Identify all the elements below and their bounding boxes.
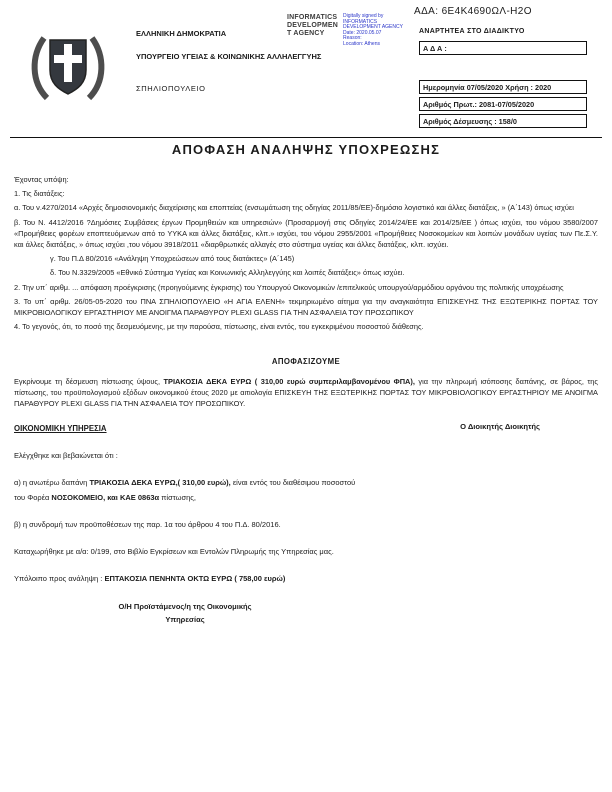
audit-item-a: α) η ανωτέρω δαπάνη ΤΡΙΑΚΟΣΙΑ ΔΕΚΑ ΕΥΡΩ,( 310,00 ευρώ), είναι εντός του διαθέσιμου ποσοστού του Φορέα ΝΟΣΟΚΟΜΕΙΟ, και ΚΑΕ 0863α πίστωσης,	[14, 478, 356, 503]
organization-name: ΣΠΗΛΙΟΠΟΥΛΕΙΟ	[136, 84, 206, 93]
legal-considerations-item: 1. Τις διατάξεις:	[14, 189, 65, 199]
considerations-intro: Έχοντας υπόψη:	[14, 175, 69, 184]
header-divider	[10, 137, 602, 138]
legal-considerations-item: δ. Του Ν.3329/2005 «Εθνικό Σύστημα Υγείας και Κοινωνικής Αλληλεγγύης και λοιπές διατάξεις» όπως ισχύει.	[50, 268, 405, 278]
decision-heading: ΑΠΟΦΑΣΙΖΟΥΜΕ	[271, 357, 341, 367]
ada-code-top: ΑΔΑ: 6Ε4Κ4690ΩΛ-Η2Ο	[414, 6, 532, 17]
financial-service-column	[14, 421, 356, 626]
decision-paragraph	[14, 376, 598, 410]
legal-considerations-item: α. Του ν.4270/2014 «Αρχές δημοσιονομικής διαχείρισης και εποπτείας (ενσωμάτωση της οδηγίας 2011/85/ΕΕ)-δημόσιο λογιστικό και άλλες διατάξεις, » (Α΄143) όπως ισχύει	[14, 203, 574, 213]
ministry-title: ΥΠΟΥΡΓΕΙΟ ΥΓΕΙΑΣ & ΚΟΙΝΩΝΙΚΗΣ ΑΛΛΗΛΕΓΓΥΗΣ	[136, 52, 322, 61]
audit-item-b: β) η συνδρομή των προϋποθέσεων της παρ. 1α του άρθρου 4 του Π.Δ. 80/2016.	[14, 520, 281, 530]
legal-considerations-item: 2. Την υπ΄ αριθμ. ... απόφαση προέγκρισης (προηγούμενης έγκρισης) του Υπουργού Οικονομικών /επιτελικούς υπουργού/αρμόδιου οργάνου της πολιτικής υποχρέωσης	[14, 282, 564, 292]
balance-note	[14, 571, 356, 586]
audit-entity: ΝΟΣΟΚΟΜΕΙΟ, και ΚΑΕ 0863α	[51, 493, 160, 503]
commitment-number-box: Αριθμός Δέσμευσης : 158/0	[419, 114, 587, 128]
signature-details: Digitally signed by INFORMATICS DEVELOPMENT AGENCY Date: 2020.05.07 Reason: Location: Athens	[343, 13, 403, 47]
posted-on-internet-label: ΑΝΑΡΤΗΤΕΑ ΣΤΟ ΔΙΑΔΙΚΤΥΟ	[419, 28, 525, 35]
page-title: ΑΠΟΦΑΣΗ ΑΝΑΛΗΨΗΣ ΥΠΟΧΡΕΩΣΗΣ	[171, 142, 441, 157]
ada-box: Α Δ Α :	[419, 41, 587, 55]
balance-label: Υπόλοιπο προς ανάληψη :	[14, 574, 105, 584]
director-signature-label: Ο Διοικητής Διοικητής	[460, 422, 540, 432]
decision-text-pre: Εγκρίνουμε τη δέσμευση πίστωσης ύψους,	[14, 376, 164, 386]
republic-title: ΕΛΛΗΝΙΚΗ ΔΗΜΟΚΡΑΤΙΑ	[136, 29, 227, 38]
protocol-number-box: Αριθμός Πρωτ.: 2081-07/05/2020	[419, 97, 587, 111]
financial-section	[14, 421, 598, 626]
signature-agency-name: INFORMATICS DEVELOPMEN T AGENCY	[287, 14, 339, 37]
finance-officer-signature: Ο/Η Προϊστάμενος/η της Οικονομικής Υπηρεσίας	[118, 602, 252, 625]
balance-amount: ΕΠΤΑΚΟΣΙΑ ΠΕΝΗΝΤΑ ΟΚΤΩ ΕΥΡΩ ( 758,00 ευρώ)	[104, 574, 286, 584]
registration-note: Καταχωρήθηκε με α/α: 0/199, στο Βιβλίο Εγκρίσεων και Εντολών Πληρωμής της Υπηρεσίας μας.	[14, 547, 334, 557]
document-body	[14, 174, 598, 626]
legal-considerations-item: β. Του Ν. 4412/2016 ?Δημόσιες Συμβάσεις έργων Προμηθειών και υπηρεσιών» (Προσαρμογή στις Οδηγίες 2014/24/ΕΕ και 2014/25/ΕΕ ) όπως ισχύει, του νόμου 3580/2007 «Προμήθειες φορέων εποπτευόμενων από το ΥΥΚΑ και άλλες διατάξεις, κλπ.» ισχύει, του νόμου 2955/2001 «Προμήθειες Νοσοκομείων και λοιπών μονάδων υγείας των Πε.Σ.Υ. και άλλες διατάξεις, » όπως ισχύει ,του νόμου 3918/2011 «διαρθρωτικές αλλαγές στο σύστημα υγείας και άλλες διατάξεις, κλπ. ισχύει.	[14, 217, 598, 250]
legal-considerations-item: 4. Το γεγονός, ότι, το ποσό της δεσμευόμενης, με την παρούσα, πίστωσης, είναι εντός, του εγκεκριμένου ποσοστού διάθεσης.	[14, 322, 424, 332]
decision-amount: ΤΡΙΑΚΟΣΙΑ ΔΕΚΑ ΕΥΡΩ ( 310,00 ευρώ συμπεριλαμβανομένου ΦΠΑ),	[163, 376, 415, 386]
financial-service-heading: ΟΙΚΟΝΟΜΙΚΗ ΥΠΗΡΕΣΙΑ	[14, 424, 107, 434]
digital-signature-stamp	[287, 14, 413, 48]
decision-text-post: για την πληρωμή ισόποσης δαπάνης, σε βάρος, της πίστωσης, του προϋπολογισμού εξόδων οικονομικού έτους 2020 με αιτιολογία ΕΠΙΣΚΕΥΗ ΤΗΣ ΕΞΩΤΕΡΙΚΗΣ ΠΟΡΤΑΣ ΤΟΥ ΜΙΚΡΟΒΙΟΛΟΓΙΚΟΥ ΕΡΓΑΣΤΗΡΙΟΥ ΜΕ ΑΝΟΙΓΜΑ ΠΑΡΑΘΥΡΟΥ PLEXI GLASS ΓΙΑ ΤΗΝ ΑΣΦΑΛΕΙΑ ΤΟΥ ΠΡΟΣΩΠΙΚΟΥ.	[14, 376, 598, 409]
audit-intro: Ελέγχθηκε και βεβαιώνεται ότι :	[14, 451, 118, 461]
coat-of-arms-icon	[28, 32, 108, 104]
audit-amount: ΤΡΙΑΚΟΣΙΑ ΔΕΚΑ ΕΥΡΩ,( 310,00 ευρώ),	[89, 478, 231, 488]
legal-considerations-item: 3. Το υπ΄ αριθμ. 26/05-05-2020 του ΠΝΑ ΣΠΗΛΙΟΠΟΥΛΕΙΟ «Η ΑΓΙΑ ΕΛΕΝΗ» τεκμηριωμένο αίτημα για την αναγκαιότητα ΕΠΙΣΚΕΥΗΣ ΤΗΣ ΕΞΩΤΕΡΙΚΗΣ ΠΟΡΤΑΣ ΤΟΥ ΜΙΚΡΟΒΙΟΛΟΓΙΚΟΥ ΕΡΓΑΣΤΗΡΙΟΥ ΜΕ ΑΝΟΙΓΜΑ ΠΑΡΑΘΥΡΟΥ PLEXI GLASS ΓΙΑ ΤΗΝ ΑΣΦΑΛΕΙΑ ΤΟΥ ΠΡΟΣΩΠΙΚΟΥ	[14, 296, 598, 318]
legal-considerations-item: γ. Του Π.Δ 80/2016 «Ανάληψη Υποχρεώσεων από τους διατάκτες» (Α΄145)	[50, 254, 295, 264]
date-box: Ημερομηνία 07/05/2020 Χρήση : 2020	[419, 80, 587, 94]
